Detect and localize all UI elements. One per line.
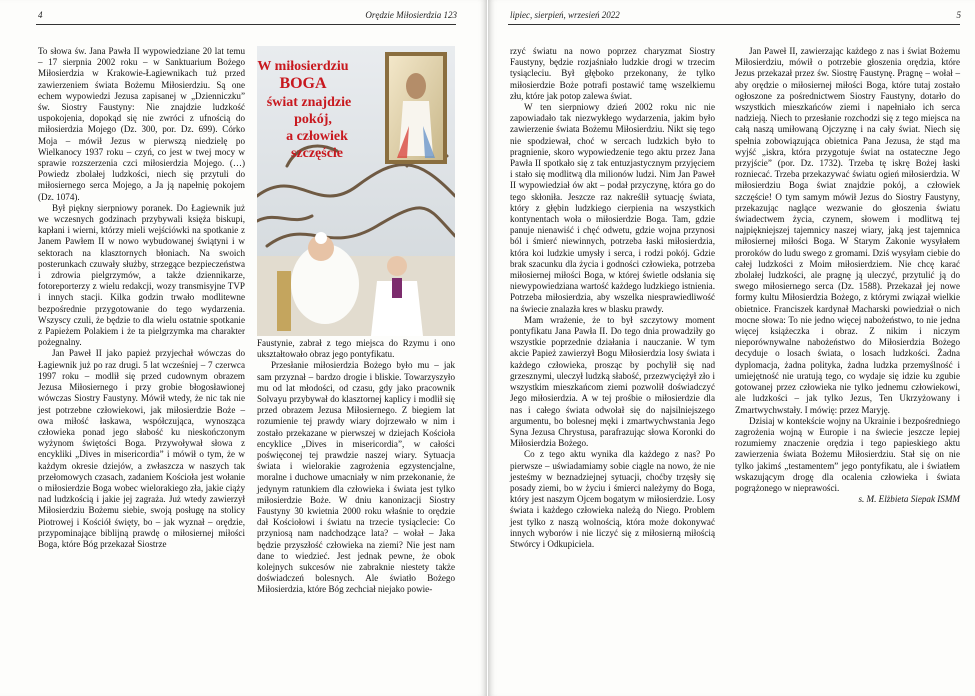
left-column-1 bbox=[38, 46, 245, 550]
paragraph: Mam wrażenie, że to był szczytowy moment pontyfikatu Jana Pawła II. Do tego dnia prowadziły go wszystkie poprzednie działania i nauczanie. W tym akcie Papież zawierzył Bogu Miłosierdzia losy świata i każdego człowieka, prosząc by pochylił się nad grzesznymi, uleczył ludzką słabość, przezwyciężył zło i wszystkim mieszkańcom ziemi pozwolił doświadczyć Jego miłosierdzia. A w tej prośbie o miłosierdzie dla nas i całego świata odwołał się do najsilniejszego argumentu, bo bolesnej męki i zmartwychwstania Jego Syna Jezusa Chrystusa, parafrazując słowa Koronki do Miłosierdzia Bożego. bbox=[510, 314, 715, 449]
running-head-left: Orędzie Miłosierdzia 123 bbox=[365, 10, 457, 20]
paragraph: Przesłanie miłosierdzia Bożego było mu – jak sam przyznał – bardzo drogie i bliskie. Towarzyszyło mu od lat młodości, od czasu, gdy jako pracownik Solvayu przybywał do klasztornej kaplicy i modlił się przed obrazem Jezusa Miłosiernego. Z biegiem lat rozumienie tej prawdy wiary dojrzewało w nim i zostało przekazane w pierwszej w dziejach Kościoła encyklice „Dives in misericordia”, w całości poświęconej tej prawdzie naszej wiary. Sytuacja świata i wielorakie zagrożenia egzystencjalne, moralne i duchowe umacniały w nim przekonanie, że jedynym ratunkiem dla człowieka i świata jest tylko miłosierdzie Boże. W dniu kanonizacji Siostry Faustyny 30 kwietnia 2000 roku właśnie to orędzie dał Kościołowi i światu na trzecie tysiąclecie: Co przyniosą nam nadchodzące lata? – wołał – Jaka będzie przyszłość człowieka na ziemi? Nie jest nam dane to wiedzieć. Jest jednak pewne, że obok kolejnych sukcesów nie zabraknie niestety także doświadczeń bolesnych. Ale światło Bożego Miłosierdzia, które Bóg zechciał niejako powie- bbox=[257, 360, 455, 595]
header-rule-left bbox=[36, 24, 456, 25]
author-signature: s. M. Elżbieta Siepak ISMM bbox=[858, 494, 960, 505]
poster-title-line: a człowiek bbox=[286, 129, 348, 144]
poster-title-line: szczęście bbox=[290, 146, 344, 161]
paragraph: Jan Paweł II, zawierzając każdego z nas i świat Bożemu Miłosierdziu, mówił o potrzebie głoszenia orędzia, które Jezus przekazał przez św. Siostrę Faustynę. Pragnę – wołał – aby orędzie o miłosiernej miłości Boga, które tutaj zostało ogłoszone za pośrednictwem Siostry Faustyny, dotarło do wszystkich mieszkańców ziemi i napełniało ich serca nadzieją. Niech to przesłanie rozchodzi się z tego miejsca na całą naszą umiłowaną Ojczyznę i na cały świat. Niech się spełnia zobowiązująca obietnica Pana Jezusa, że stąd ma wyjść „iskra, która przygotuje świat na ostateczne Jego przyjście” (por. Dz. 1732). Trzeba tę iskrę Bożej łaski rozniecać. Trzeba przekazywać światu ogień miłosierdzia. W miłosierdziu Boga świat znajdzie pokój, a człowiek szczęście! O tym samym mówił Jezus do Siostry Faustyny, przekazując naglące wezwanie do głoszenia światu świadectwem życia, czynem, słowem i modlitwą tej najpiękniejszej tajemnicy naszej wiary, jaką jest tajemnica miłosiernej miłości Boga. W Starym Zakonie wysyłałem proroków do ludu swego z gromami. Dziś wysyłam ciebie do całej ludzkości z Moim miłosierdziem. Nie chcę karać zbolałej ludzkości, ale pragnę ją uleczyć, przytulić ją do swego miłosiernego serca (Dz. 1588). Przekazał jej nowe formy kultu Miłosierdzia Bożego, z którymi związał wielkie obietnice. Franciszek kardynał Macharski powiedział o nich mocne słowa: To nie jedno więcej nabożeństwo, to nie jedna więcej książeczka i obraz. Z nikim i niczym nieporównywalne nabożeństwo do Miłosierdzia Bożego decyduje o losach świata, o losach ludzkości. Żadna dyplomacja, żadna polityka, żadna ludzka przemyślność i umiejętność nie uratują tego, co wydaje się idzie ku zgubie gotowanej przez człowieka nie tylko jednemu człowiekowi, ale ludzkości – jak tylko Jezus, Ten Ukrzyżowany i Zmartwychwstały. I mówię: przez Maryję. bbox=[735, 46, 960, 415]
paragraph: Co z tego aktu wynika dla każdego z nas? Po pierwsze – uświadamiamy sobie ciągle na nowo, że nie jesteśmy w beznadziejnej sytuacji, choćby trzęsły się posady ziemi, bo w życiu i śmierci należymy do Boga, który jest naszym Ojcem bogatym w miłosierdzie. Losy świata i każdego człowieka należą do Niego. Problem jest tylko z naszą wolnością, która może dokonywać innych wyborów i nie liczyć się z miłosierną miłością Stwórcy i Odkupiciela. bbox=[510, 449, 715, 549]
poster-title-line: BOGA bbox=[279, 75, 327, 92]
right-column-1 bbox=[510, 46, 715, 550]
left-column-2 bbox=[257, 338, 455, 596]
right-column-2 bbox=[735, 46, 960, 505]
left-page bbox=[0, 0, 487, 696]
header-rule-right bbox=[508, 24, 960, 25]
paragraph: Jan Paweł II jako papież przyjechał wówczas do Łagiewnik już po raz drugi. 5 lat wcześniej – 7 czerwca 1997 roku – modlił się przed cudownym obrazem Jezusa Miłosiernego i przy grobie błogosławionej wówczas Siostry Faustyny. Mówił wtedy, że nic tak nie jest potrzebne człowiekowi, jak miłosierdzie Boże – owa miłość łaskawa, współczująca, wynosząca człowieka ponad jego słabość ku nieskończonym wyżynom świętości Boga. Przywoływał słowa z encykliki „Dives in misericordia” i mówił o tym, że w każdym okresie dziejów, a zwłaszcza w naszych tak przełomowych czasach, zadaniem Kościoła jest wołanie o miłosierdzie Boga wobec wielorakiego zła, jakie ciąży nad ludzkością i jakie jej zagraża. Już wtedy zawierzył Miłosierdziu Bożemu siebie, swoją posługę na stolicy Piotrowej i Kościół święty, bo – jak wyznał – orędzie, przypominające biblijną prawdę o miłosiernej miłości Boga, które Bóg przekazał Siostrze bbox=[38, 348, 245, 549]
page-number-left: 4 bbox=[38, 10, 43, 20]
poster-title-line: pokój, bbox=[294, 112, 332, 127]
poster-title-line: świat znajdzie bbox=[266, 95, 352, 110]
paragraph: W ten sierpniowy dzień 2002 roku nic nie zapowiadało tak niezwykłego wydarzenia, jakim było zawierzenie świata Bożemu Miłosierdziu. Nikt się tego nie spodziewał, choć w sercach ludzkich było to pragnienie, skoro wypowiedzenie tego aktu przez Jana Pawła II spotkało się z tak entuzjastycznym przyjęciem i stało się modlitwą dla milionów ludzi. Nim Jan Paweł II wypowiedział ów akt – podał przyczynę, która go do tego skłoniła. Jeszcze raz nakreślił sytuację świata, który z głębin ludzkiego cierpienia na wszystkich kontynentach woła o miłosierdzie Boga. Tam, gdzie panuje nienawiść i chęć odwetu, gdzie wojna przynosi ból i śmierć niewinnych, potrzeba łaski miłosierdzia, która koi ludzkie umysły i serca, i rodzi pokój. Gdzie brak szacunku dla życia i godności człowieka, potrzeba miłosiernej miłości Boga, w której świetle odsłania się niewypowiedziana wartość każdego ludzkiego istnienia. Potrzeba miłosierdzia, aby wszelka niesprawiedliwość na świecie znalazła kres w blasku prawdy. bbox=[510, 102, 715, 314]
paragraph: Dzisiaj w kontekście wojny na Ukrainie i bezpośredniego zagrożenia wojną w Europie i na świecie jeszcze lepiej rozumiemy znaczenie orędzia i tego papieskiego aktu zawierzenia świata Bożemu Miłosierdziu. Stał się on nie tylko jakimś „testamentem” jego pontyfikatu, ale i światłem wskazującym drogę dla ocalenia człowieka i świata pogrążonego w nieprawości. bbox=[735, 415, 960, 493]
running-head-right: lipiec, sierpień, wrzesień 2022 bbox=[510, 10, 620, 20]
paragraph: Był piękny sierpniowy poranek. Do Łagiewnik już we wczesnych godzinach przybywali księża biskupi, kapłani i wierni, którzy mieli wejściówki na spotkanie z Janem Pawłem II w nowo wybudowanej świątyni i w sektorach na klasztornych błoniach. Na swoich posterunkach czuwały służby, strzegące bezpieczeństwa i zdrowia pielgrzymów, a także dziennikarze, fotoreporterzy z wielu redakcji, wozy transmisyjne TVP i innych stacji. Kilka godzin trwało modlitewne bezpośrednie przygotowanie do tego wydarzenia. Wszyscy czuli, że będzie to dla wielu ostatnie spotkanie z Papieżem Polakiem i że ta pielgrzymka ma charakter pożegnalny. bbox=[38, 202, 245, 348]
paragraph: Faustynie, zabrał z tego miejsca do Rzymu i ono ukształtowało obraz jego pontyfikatu. bbox=[257, 338, 455, 360]
right-page bbox=[488, 0, 975, 696]
poster-title-line: W miłosierdziu bbox=[257, 59, 349, 74]
papal-photo bbox=[257, 46, 455, 336]
page-number-right: 5 bbox=[956, 10, 961, 20]
paragraph: To słowa św. Jana Pawła II wypowiedziane 20 lat temu – 17 sierpnia 2002 roku – w Sanktuarium Bożego Miłosierdzia w Krakowie-Łagiewnikach tuż przed zawierzeniem świata Bożemu Miłosierdziu. Są one echem wypowiedzi Jezusa zapisanej w „Dzienniczku” św. Siostry Faustyny: Nie znajdzie ludzkość uspokojenia, dopokąd się nie zwróci z ufnością do miłosierdzia Mojego (Dz. 300, por. Dz. 699). Córko Moja – mówił Jezus w pierwszą niedzielę po Wielkanocy 1937 roku – czyń, co jest w twej mocy w sprawie rozszerzenia czci miłosierdzia Mojego. (…) Powiedz zbolałej ludzkości, niech się przytuli do miłosiernego serca Mojego, a Ja ją napełnię pokojem (Dz. 1074). bbox=[38, 46, 245, 202]
paragraph: rzyć światu na nowo poprzez charyzmat Siostry Faustyny, będzie rozjaśniało ludzkie drogi w trzecim tysiącleciu. Był głęboko przekonany, że tylko miłosierdzie Boże potrafi postawić tamę wszelkiemu złu, które jak potop zalewa świat. bbox=[510, 46, 715, 101]
